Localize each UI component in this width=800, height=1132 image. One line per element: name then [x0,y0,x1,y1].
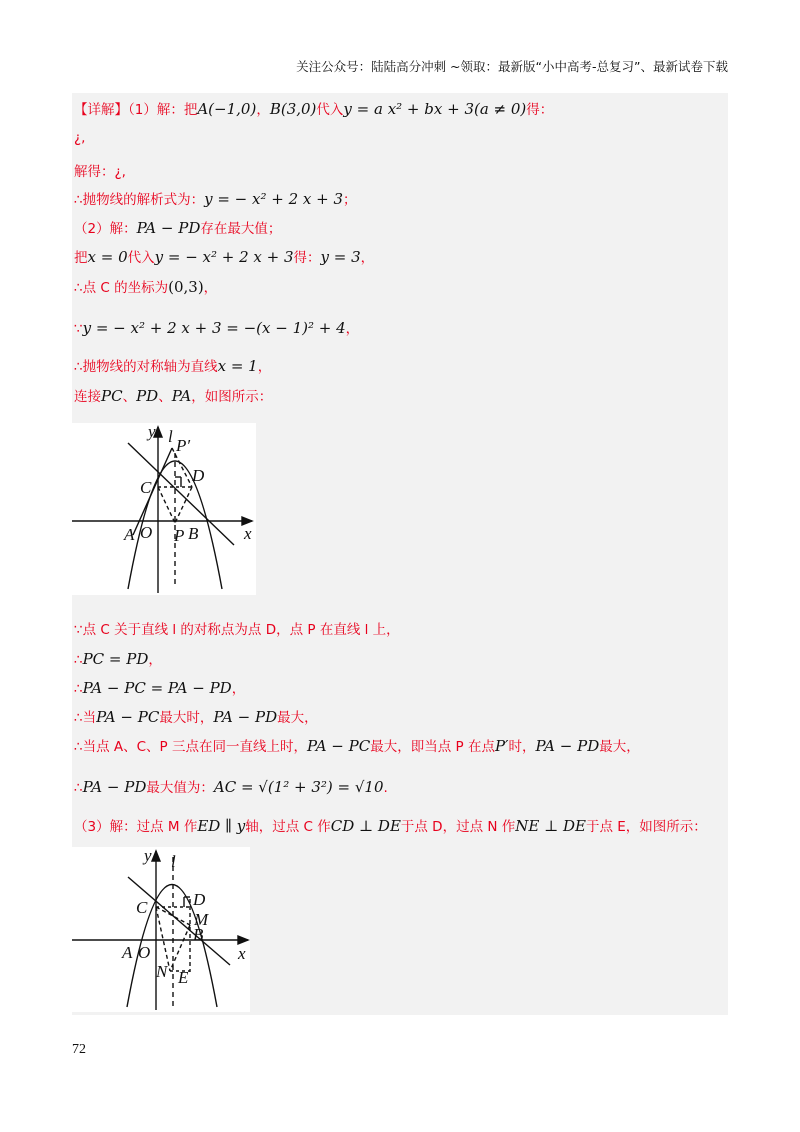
line-1 [74,98,553,118]
line-13 [74,677,245,697]
line-7 [74,276,217,296]
line-10 [74,385,272,405]
text: 、 [158,389,172,405]
math: CD ⊥ DE [330,817,401,835]
y-arrow [152,851,160,861]
text: 于点 D，过点 N 作 [400,819,516,835]
math: y = 3 [320,248,361,266]
label-c: C [136,898,148,917]
math: (0,3) [168,278,204,296]
text: ， [231,681,246,697]
text: 于点 E，如图所示： [585,819,707,835]
math: y = a x² + bx + 3(a ≠ 0) [343,100,527,118]
math: y = − x² + 2 x + 3 = −(x − 1)² + 4 [82,319,346,337]
line-9 [74,355,271,375]
text: （1）解：把 [128,102,198,118]
text: ， [148,652,162,668]
figure-2 [72,847,250,1012]
label-x: x [244,524,252,543]
text: ∴当 [74,710,97,726]
line-11: ∵点 C 关于直线 l 的对称点为点 D，点 P 在直线 l 上， [74,622,400,638]
text: 最大， [277,710,318,726]
text: 得： [526,102,554,118]
text: 代入 [316,102,344,118]
text: ∴点 C 的坐标为 [74,280,169,296]
math: x = 0 [87,248,128,266]
math: PA − PC [306,737,371,755]
math: PA − PD [82,778,147,796]
text: ， [256,102,270,118]
label-l: l [171,852,176,871]
text: 存在最大值； [200,221,282,237]
label-e: E [178,968,189,987]
math: y = − x² + 2 x + 3 [204,190,344,208]
line-dp [175,487,192,523]
line-16 [74,776,388,796]
label-y: y [148,423,156,441]
text: （3）解：过点 M 作 [74,819,198,835]
line-6 [74,246,374,266]
label-d: D [193,890,206,909]
label-o: O [138,943,151,962]
page-header: 关注公众号：陆陆高分冲刺 ~领取：最新版“小中高考-总复习”、最新试卷下载 [296,59,728,74]
text: ， [203,280,218,296]
text: 最大值为： [146,780,214,796]
math: P′ [494,737,509,755]
page-number: 72 [72,1042,86,1057]
solution-tag: 【详解】 [74,102,128,118]
text: ， [345,321,360,337]
label-y: y [144,847,152,865]
math: AC = √(1² + 3²) = √10 [213,778,384,796]
text: 轴，过点 C 作 [245,819,331,835]
line-3: 解得：¿, [74,164,126,180]
text: ，如图所示： [191,389,273,405]
text: （2）解： [74,221,137,237]
math: B(3,0) [269,100,317,118]
math: PA − PD [136,219,201,237]
text: ， [257,359,272,375]
math: y = − x² + 2 x + 3 [154,248,294,266]
math: PA − PC [96,708,160,726]
label-o: O [140,523,153,542]
line-cp [158,487,175,523]
text: 代入 [127,250,155,266]
line-14 [74,706,318,726]
math: PA − PD [535,737,600,755]
text: 最大时， [159,710,214,726]
label-m: M [194,910,209,929]
text: ； [343,192,357,208]
label-c: C [140,478,152,497]
label-a: A [124,525,135,544]
label-p-prime: P′ [176,436,191,455]
label-b: B [188,524,199,543]
math: NE ⊥ DE [515,817,586,835]
line-15 [74,735,640,755]
text: . [383,780,388,796]
text: ∴当点 A、C、P 三点在同一直线上时， [74,739,307,755]
text: 时， [508,739,536,755]
text: 把 [74,250,88,266]
line-2: ¿, [74,130,86,146]
figure-2-graph [72,847,250,1012]
text: 得： [293,250,321,266]
line-8 [74,317,359,337]
line-17 [74,815,707,835]
text: ∴ [74,652,83,668]
text: ∴ [74,780,83,796]
text: ∵ [74,321,83,337]
math: PA − PC = PA − PD [82,679,232,697]
text: ∴抛物线的解析式为： [74,192,205,208]
label-d: D [192,466,205,485]
text: ∴抛物线的对称轴为直线 [74,359,218,375]
label-l: l [168,427,173,446]
label-a: A [122,943,133,962]
math: x = 1 [217,357,258,375]
x-arrow [238,936,248,944]
math: PA [171,387,192,405]
math: A(−1,0) [197,100,257,118]
label-n: N [156,962,168,981]
text: 连接 [74,389,101,405]
text: 最大， [599,739,640,755]
label-x: x [238,944,246,963]
line-12 [74,648,162,668]
label-p: P [174,526,185,545]
math: PA − PD [213,708,278,726]
text: ， [360,250,375,266]
figure-1 [72,423,256,595]
figure-1-graph [72,423,256,595]
label-b: B [193,925,204,944]
line-ap [133,448,172,535]
math: ED ∥ y [197,817,246,835]
math: PC = PD [82,650,149,668]
math: PD [136,387,159,405]
line-4 [74,188,357,208]
text: 、 [122,389,137,405]
line-5 [74,217,281,237]
text: ∴ [74,681,83,697]
text: 最大，即当点 P 在点 [370,739,495,755]
math: PC [101,387,123,405]
